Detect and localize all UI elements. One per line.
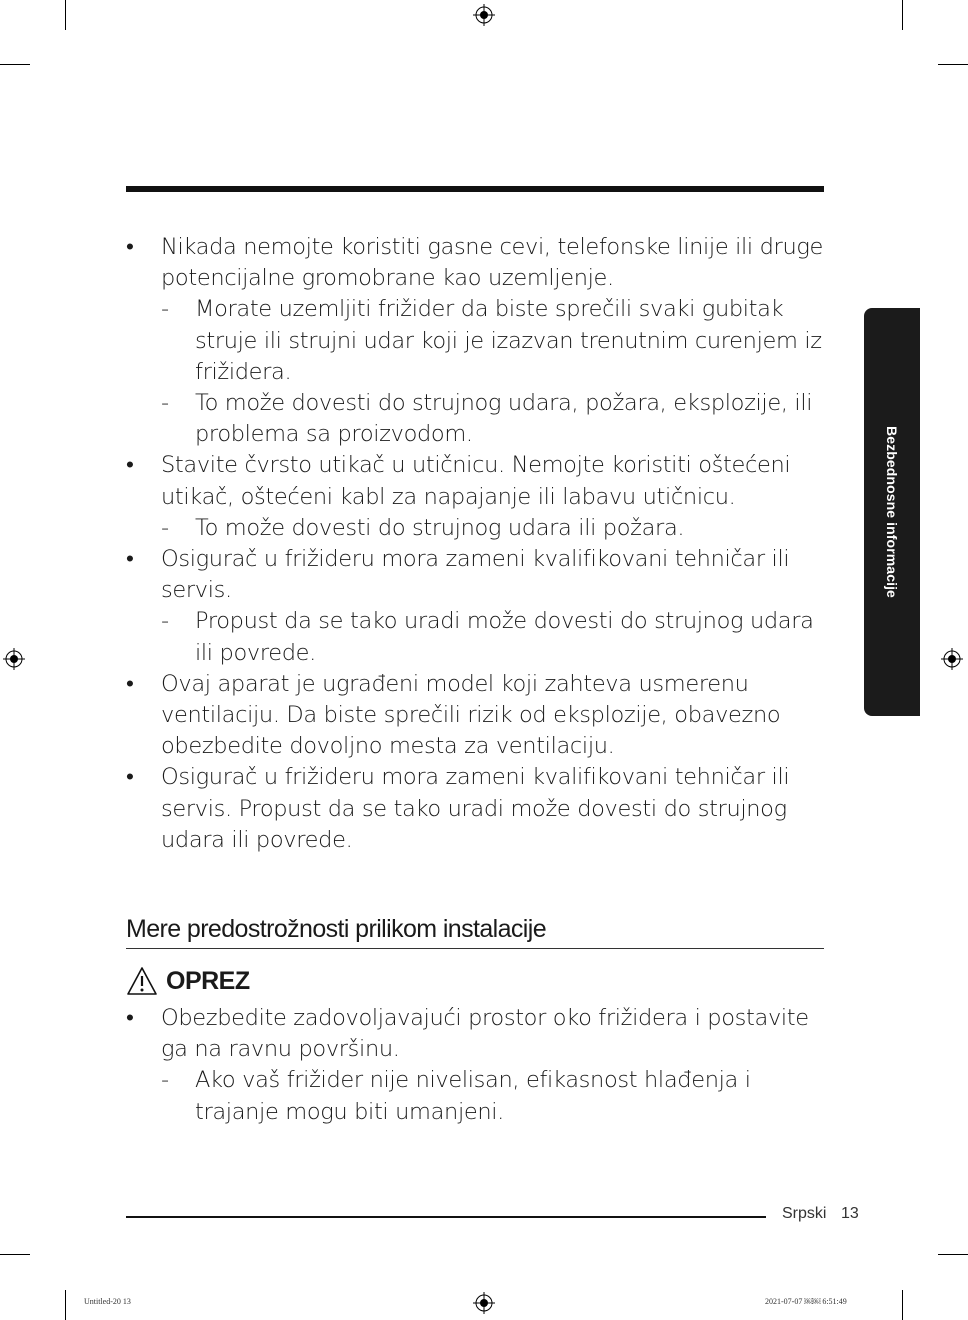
warning-triangle-icon — [126, 966, 158, 996]
registration-mark-icon — [473, 4, 495, 26]
sub-list — [161, 294, 826, 450]
bullet-item — [126, 1003, 826, 1128]
sub-list — [161, 1065, 826, 1127]
print-info-left: Untitled-20 13 — [84, 1297, 131, 1306]
bullet-text: Ovaj aparat je ugrađeni model koji zahteva usmerenu ventilaciju. Da biste sprečili rizik od eksplozije, obavezno obezbedite dovoljno mesta za ventilaciju. — [161, 670, 781, 760]
safety-list-top — [126, 232, 826, 856]
sub-list — [161, 606, 826, 668]
top-rule — [126, 186, 824, 192]
sub-item: - Ako vaš frižider nije nivelisan, efikasnost hlađenja i trajanje mogu biti umanjeni. — [161, 1065, 826, 1127]
bullet-item — [126, 669, 826, 763]
sub-list — [161, 513, 826, 544]
bullet-text: Obezbedite zadovoljavajući prostor oko frižidera i postavite ga na ravnu površinu. — [161, 1005, 809, 1063]
crop-mark — [902, 0, 903, 30]
sub-item: - To može dovesti do strujnog udara ili požara. — [161, 513, 826, 544]
bullet-text: Stavite čvrsto utikač u utičnicu. Nemojte koristiti oštećeni utikač, oštećeni kabl za napajanje ili labavu utičnicu. — [161, 452, 791, 510]
print-info-right: 2021-07-07 ￼￼ 6:51:49 — [765, 1297, 847, 1306]
bullet-text: Nikada nemojte koristiti gasne cevi, telefonske linije ili druge potencijalne gromobrane kao uzemljenje. — [161, 234, 824, 292]
bullet-item — [126, 450, 826, 544]
page-number: 13 — [841, 1205, 859, 1222]
side-tab-label: Bezbednosne informacije — [884, 426, 900, 598]
registration-mark-icon — [473, 1292, 495, 1314]
bullet-item — [126, 544, 826, 669]
registration-mark-icon — [3, 648, 25, 670]
crop-mark — [65, 1290, 66, 1320]
crop-mark — [65, 0, 66, 30]
side-tab — [864, 308, 920, 716]
crop-mark — [938, 64, 968, 65]
caution-label: OPREZ — [166, 966, 250, 995]
footer-language: Srpski — [782, 1205, 827, 1222]
bullet-text: Osigurač u frižideru mora zameni kvalifikovani tehničar ili servis. — [161, 546, 790, 604]
section-title: Mere predostrožnosti prilikom instalacije — [126, 910, 824, 949]
safety-list-bottom — [126, 1003, 826, 1128]
bullet-item — [126, 232, 826, 450]
sub-item: - To može dovesti do strujnog udara, požara, eksplozije, ili problema sa proizvodom. — [161, 388, 826, 450]
bottom-rule — [126, 1216, 766, 1218]
sub-item: - Propust da se tako uradi može dovesti do strujnog udara ili povrede. — [161, 606, 826, 668]
crop-mark — [0, 1254, 30, 1255]
crop-mark — [0, 64, 30, 65]
crop-mark — [902, 1290, 903, 1320]
bullet-item — [126, 762, 826, 856]
crop-mark — [938, 1254, 968, 1255]
caution-heading — [126, 964, 250, 998]
bullet-text: Osigurač u frižideru mora zameni kvalifikovani tehničar ili servis. Propust da se tako uradi može dovesti do strujnog udara ili povrede. — [161, 764, 790, 853]
sub-item: - Morate uzemljiti frižider da biste sprečili svaki gubitak struje ili strujni udar koji je izazvan trenutnim curenjem iz frižidera. — [161, 294, 826, 388]
registration-mark-icon — [941, 648, 963, 670]
